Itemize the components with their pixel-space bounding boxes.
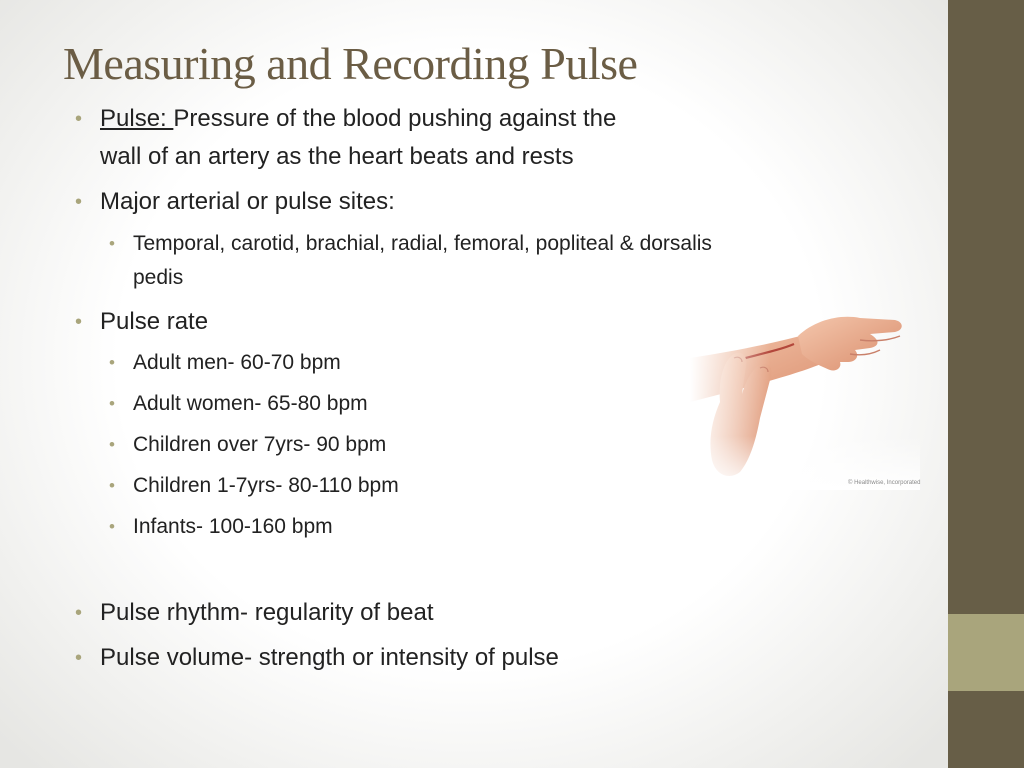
slide-title: Measuring and Recording Pulse xyxy=(63,38,638,89)
rate-text: Adult men- 60-70 bpm xyxy=(133,351,341,374)
rate-text: Children over 7yrs- 90 bpm xyxy=(133,433,387,456)
bullet-marker: • xyxy=(75,191,83,213)
pulse-definition-line2: wall of an artery as the heart beats and rests xyxy=(100,143,574,170)
subbullet-rate-children-1-7 xyxy=(109,469,399,503)
pulse-definition-line1: Pressure of the blood pushing against the xyxy=(173,105,617,132)
rate-text: Infants- 100-160 bpm xyxy=(133,515,333,538)
volume-text: Pulse volume- strength or intensity of pulse xyxy=(100,644,559,671)
bullet-pulse-rate xyxy=(75,303,209,341)
subbullet-rate-adult-men xyxy=(109,346,341,380)
image-credit: © Healthwise, Incorporated xyxy=(848,480,921,486)
pulse-check-illustration xyxy=(690,310,920,490)
rhythm-text: Pulse rhythm- regularity of beat xyxy=(100,599,434,626)
rate-text: Adult women- 65-80 bpm xyxy=(133,392,368,415)
sites-line1: Temporal, carotid, brachial, radial, femoral, popliteal & dorsalis xyxy=(133,232,712,255)
subbullet-marker: • xyxy=(109,394,115,413)
bullet-sites xyxy=(75,183,395,221)
subbullet-rate-infants xyxy=(109,510,333,544)
bullet-marker: • xyxy=(75,602,83,624)
bullet-pulse-rhythm xyxy=(75,594,434,632)
subbullet-marker: • xyxy=(109,234,115,253)
subbullet-rate-children-over-7 xyxy=(109,428,387,462)
rate-text: Children 1-7yrs- 80-110 bpm xyxy=(133,474,399,497)
subbullet-marker: • xyxy=(109,353,115,372)
bullet-marker: • xyxy=(75,108,83,130)
subbullet-marker: • xyxy=(109,476,115,495)
sites-line2: pedis xyxy=(133,266,184,289)
subbullet-rate-adult-women xyxy=(109,387,368,421)
bullet-marker: • xyxy=(75,311,83,333)
bullet-pulse-volume xyxy=(75,639,559,677)
subbullet-marker: • xyxy=(109,517,115,536)
subbullet-marker: • xyxy=(109,435,115,454)
bullet-pulse-definition xyxy=(75,100,617,138)
sidebar-accent-block xyxy=(948,614,1024,691)
bullet-marker: • xyxy=(75,647,83,669)
subbullet-sites xyxy=(109,227,712,261)
sites-heading: Major arterial or pulse sites: xyxy=(100,188,395,215)
pulse-term: Pulse: xyxy=(100,105,174,132)
rate-heading: Pulse rate xyxy=(100,308,209,335)
